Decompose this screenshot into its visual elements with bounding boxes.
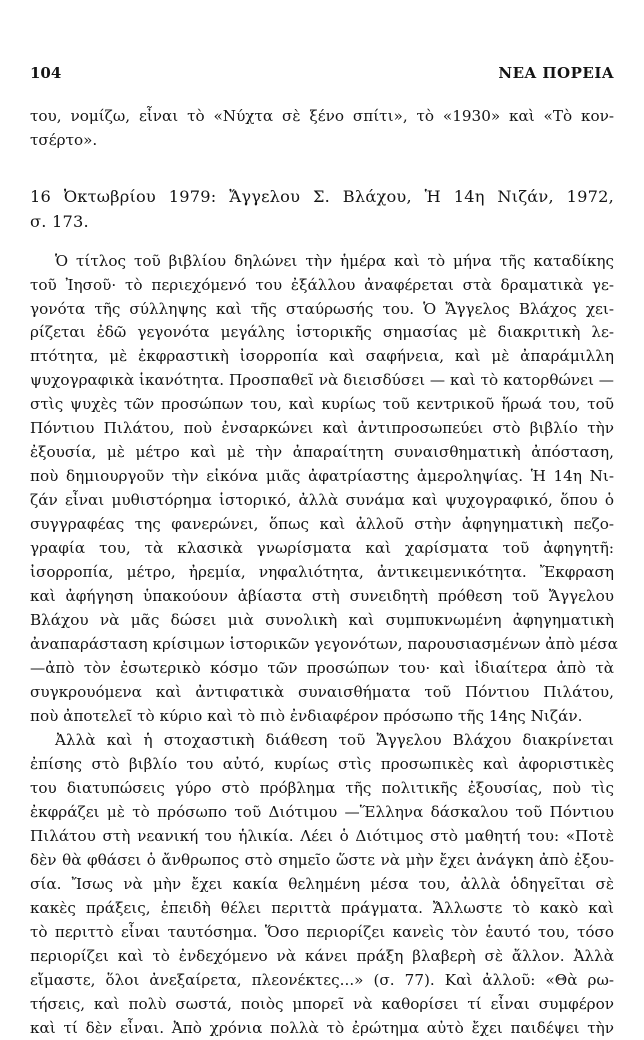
text-line: τοῦ Ἰησοῦ· τὸ περιεχόμενό του ἐξάλλου ἀναφέρεται στὰ δραματικὰ γε- (30, 276, 614, 294)
text-line: Βλάχου νὰ μᾶς δώσει μιὰ συνολικὴ καὶ συμπυκνωμένη ἀφηγηματικὴ (30, 611, 614, 629)
text-line: ζάν εἶναι μυθιστόρημα ἱστορικό, ἀλλὰ συνάμα καὶ ψυχογραφικό, ὅπου ὁ (30, 491, 614, 509)
text-line: ἐπίσης στὸ βιβλίο του αὐτό, κυρίως στὶς προσωπικὲς καὶ ἀφοριστικὲς (30, 755, 614, 773)
text-line: εἴμαστε, ὅλοι ἀνεξαίρετα, πλεονέκτες...» (σ. 77). Καὶ ἀλλοῦ: «Θὰ ρω- (30, 971, 614, 989)
text-line: πτότητα, μὲ ἐκφραστικὴ ἰσορροπία καὶ σαφήνεια, καὶ μὲ ἀπαράμιλλη (30, 347, 614, 365)
text-line: ποὺ δημιουργοῦν τὴν εἰκόνα μιᾶς ἀφατρίαστης ἀμεροληψίας. Ἡ 14η Νι- (30, 467, 614, 485)
text-line: Πιλάτου στὴ νεανική του ἡλικία. Λέει ὁ Διότιμος στὸ μαθητή του: «Ποτὲ (30, 827, 614, 845)
review-entry-line: 16 Ὀκτωβρίου 1979: Ἄγγελου Σ. Βλάχου, Ἡ 14η Νιζάν, 1972, (30, 187, 614, 206)
text-line: γονότα τῆς σύλληψης καὶ τῆς σταύρωσής του. Ὁ Ἄγγελος Βλάχος χει- (30, 300, 614, 318)
text-line: στὶς ψυχὲς τῶν προσώπων του, καὶ κυρίως τοῦ κεντρικοῦ ἥρωά του, τοῦ (30, 395, 614, 413)
review-entry-line: σ. 173. (30, 212, 89, 231)
text-line: Ἀλλὰ καὶ ἡ στοχαστικὴ διάθεση τοῦ Ἄγγελου Βλάχου διακρίνεται (55, 731, 614, 749)
text-line: ψυχογραφικὰ ἱκανότητα. Προσπαθεῖ νὰ διεισδύσει — καὶ τὸ κατορθώνει — (30, 371, 614, 389)
text-line: τήσεις, καὶ πολὺ σωστά, ποιὸς μπορεῖ νὰ καθορίσει τί εἶναι συμφέρον (30, 995, 614, 1013)
running-head (30, 64, 614, 86)
text-line: σία. Ἴσως νὰ μὴν ἔχει κακία θελημένη μέσα του, ἀλλὰ ὁδηγεῖται σὲ (30, 875, 614, 893)
text-line: ἰσορροπία, μέτρο, ἠρεμία, νηφαλιότητα, ἀντικειμενικότητα. Ἔκφραση (30, 563, 614, 581)
text-line: ἀναπαράσταση κρίσιμων ἱστορικῶν γεγονότων, παρουσιασμένων ἀπὸ μέσα (30, 635, 618, 653)
text-line: δὲν θὰ φθάσει ὁ ἄνθρωπος στὸ σημεῖο ὥστε νὰ μὴν ἔχει ἀνάγκη ἀπὸ ἐξου- (30, 851, 614, 869)
text-line: Πόντιου Πιλάτου, ποὺ ἐνσαρκώνει καὶ ἀντιπροσωπεύει στὸ βιβλίο τὴν (30, 419, 614, 437)
text-line: Ὁ τίτλος τοῦ βιβλίου δηλώνει τὴν ἡμέρα καὶ τὸ μήνα τῆς καταδίκης (55, 252, 614, 270)
text-line: ρίζεται ἐδῶ γεγονότα μεγάλης ἱστορικῆς σημασίας μὲ διακριτικὴ λε- (30, 323, 614, 341)
text-line: περιορίζει καὶ τὸ ἐνδεχόμενο νὰ κάνει πράξη βλαβερὴ σὲ ἄλλον. Ἀλλὰ (30, 947, 614, 965)
text-line: τὸ περιττὸ εἶναι ταυτόσημα. Ὅσο περιορίζει κανεὶς τὸν ἑαυτό του, τόσο (30, 923, 614, 941)
text-line: του διατυπώσεις γύρο στὸ πρόβλημα τῆς πολιτικῆς ἐξουσίας, ποὺ τὶς (30, 779, 614, 797)
text-line: καὶ ἀφήγηση ὑπακούουν ἀβίαστα στὴ συνειδητὴ πρόθεση τοῦ Ἄγγελου (30, 587, 614, 605)
text-line: κακὲς πράξεις, ἐπειδὴ θέλει περιττὰ πράγματα. Ἄλλωστε τὸ κακὸ καὶ (30, 899, 614, 917)
text-line: ποὺ ἀποτελεῖ τὸ κύριο καὶ τὸ πιὸ ἐνδιαφέρον πρόσωπο τῆς 14ης Νιζάν. (30, 707, 583, 725)
text-line: γραφία του, τὰ κλασικὰ γνωρίσματα καὶ χαρίσματα τοῦ ἀφηγητῆ: (30, 539, 614, 557)
text-line: συγκρουόμενα καὶ ἀντιφατικὰ συναισθήματα τοῦ Πόντιου Πιλάτου, (30, 683, 614, 701)
text-line: —ἀπὸ τὸν ἐσωτερικὸ κόσμο τῶν προσώπων του· καὶ ἰδιαίτερα ἀπὸ τὰ (30, 659, 614, 677)
journal-title: ΝΕΑ ΠΟΡΕΙΑ (498, 64, 614, 82)
text-line: ἐκφράζει μὲ τὸ πρόσωπο τοῦ Διότιμου —Ἕλληνα δάσκαλου τοῦ Πόντιου (30, 803, 614, 821)
text-line: συγγραφέας της φανερώνει, ὅπως καὶ ἀλλοῦ στὴν ἀφηγηματικὴ πεζο- (30, 515, 614, 533)
text-line: καὶ τί δὲν εἶναι. Ἀπὸ χρόνια πολλὰ τὸ ἐρώτημα αὐτὸ ἔχει παιδέψει τὴν (30, 1019, 614, 1037)
page-number: 104 (30, 64, 62, 82)
text-line: του, νομίζω, εἶναι τὸ «Νύχτα σὲ ξένο σπίτι», τὸ «1930» καὶ «Τὸ κον- (30, 107, 614, 125)
text-line: τσέρτο». (30, 131, 98, 149)
text-line: ἐξουσία, μὲ μέτρο καὶ μὲ τὴν ἀπαραίτητη συναισθηματικὴ ἀπόσταση, (30, 443, 614, 461)
